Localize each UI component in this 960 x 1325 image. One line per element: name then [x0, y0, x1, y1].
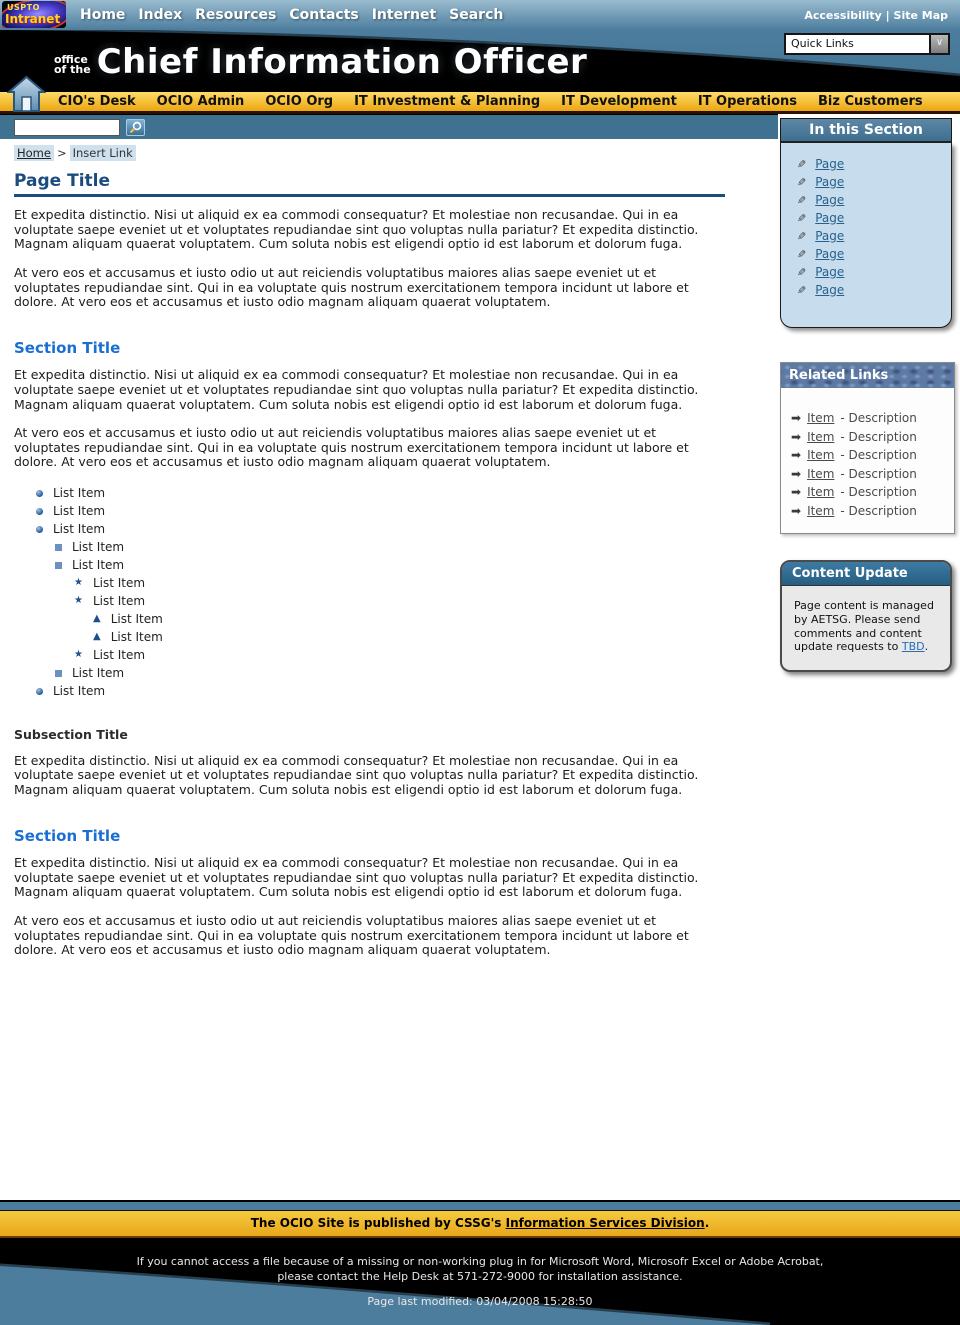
right-arrow-icon: ➡ [791, 411, 802, 426]
list-item: List Item [14, 682, 725, 700]
right-arrow-icon: ➡ [791, 466, 802, 481]
list-item: ★ List Item [74, 576, 146, 591]
section-page-link[interactable]: Page [815, 229, 845, 243]
page-banner-title: Chief Information Officer [96, 42, 588, 82]
home-icon[interactable] [7, 75, 46, 113]
title-rule [14, 194, 725, 197]
in-this-section-panel [780, 118, 952, 328]
page-edit-icon: ✎ [797, 229, 807, 243]
content-update-header: Content Update [782, 562, 950, 586]
related-item-link[interactable]: Item [807, 485, 835, 500]
published-text: The OCIO Site is published by CSSG's [250, 1216, 506, 1230]
list-item: List Item [14, 538, 725, 556]
page-edit-icon: ✎ [797, 157, 807, 171]
footer-line-2: please contact the Help Desk at 571-272-9000 for installation assistance. [277, 1270, 683, 1283]
star-bullet-icon: ★ [74, 577, 83, 589]
footer-help-text [0, 1238, 960, 1308]
intro-paragraph-2: At vero eos et accusamus et iusto odio ut aut reiciendis voluptatibus maiores alias saepe eveniet ut et voluptates repudiandae sint. Qui in ea voluptate quis nostrum exercitationem tempora incidunt ut labore et dolore. At vero eos et accusamus et iusto odio magnam aliquam quaerat voluptatem. [14, 264, 689, 310]
search-input[interactable] [14, 119, 120, 136]
related-item-description: - Description [840, 503, 917, 518]
logo-text-uspto: USPTO [7, 3, 40, 12]
magnifier-icon [129, 121, 142, 134]
footer-blue-strip [0, 1200, 960, 1211]
circle-bullet-icon [36, 688, 43, 695]
uspto-intranet-logo[interactable] [2, 1, 66, 28]
footer-published-bar [0, 1211, 960, 1238]
section-page-row [797, 155, 951, 173]
topnav-search[interactable]: Search [449, 7, 504, 23]
search-submit-button[interactable] [126, 119, 145, 136]
footer-line-1: If you cannot access a file because of a missing or non-working plug in for Microsoft Word, Microsofr Excel or Adobe Acrobat, [136, 1255, 824, 1268]
section1-paragraph-1: Et expedita distinctio. Nisi ut aliquid ex ea commodi consequatur? Et molestiae non recusandae. Qui in ea voluptate saepe eveniet ut et voluptates repudiandae sint quo voluptas nulla pariatur? Et expedita distinctio. Magnam aliquam quaerat voluptatem. Cum soluta nobis est eligendi optio id est laborum et dolorum fuga. [14, 367, 699, 412]
related-item-description: - Description [840, 429, 917, 444]
nested-list [14, 484, 725, 700]
tbd-link[interactable]: TBD [901, 640, 925, 654]
breadcrumb-home-link[interactable]: Home [14, 145, 54, 161]
list-item: ★ List Item [74, 648, 146, 663]
list-item: List Item [14, 502, 725, 520]
triangle-bullet-icon: ▲ [93, 631, 101, 643]
top-bar [0, 0, 960, 30]
related-item-link[interactable]: Item [807, 503, 835, 518]
list-item: ▲ List Item [93, 630, 163, 645]
content-column [14, 208, 725, 958]
topnav-home[interactable]: Home [80, 7, 126, 23]
section-navigation [0, 92, 960, 114]
site-title [54, 42, 587, 82]
section-page-link[interactable]: Page [815, 283, 845, 297]
published-period: . [704, 1216, 710, 1230]
nav-cios-desk[interactable]: CIO's Desk [58, 94, 136, 109]
list-item: List Item [14, 484, 725, 502]
section-page-link[interactable]: Page [815, 265, 845, 279]
related-item-link[interactable]: Item [807, 466, 835, 481]
list-item: ▲ List Item [93, 612, 163, 627]
content-update-panel [780, 560, 952, 672]
section2-paragraph-1: Et expedita distinctio. Nisi ut aliquid ex ea commodi consequatur? Et molestiae non recusandae. Qui in ea voluptate saepe eveniet ut et voluptates repudiandae sint quo voluptas nulla pariatur? Et expedita distinctio. Magnam aliquam quaerat voluptatem. Cum soluta nobis est eligendi optio id est laborum et dolorum fuga. [14, 855, 699, 900]
related-links-panel [780, 362, 955, 534]
section-page-row [797, 263, 951, 281]
related-link-row [791, 428, 954, 447]
topnav-internet[interactable]: Internet [371, 7, 437, 23]
section-page-row [797, 173, 951, 191]
intro-paragraph-1: Et expedita distinctio. Nisi ut aliquid ex ea commodi consequatur? Et molestiae non recusandae. Qui in ea voluptate saepe eveniet ut et voluptates repudiandae sint quo voluptas nulla pariatur? Et expedita distinctio. Magnam aliquam quaerat voluptatem. Cum soluta nobis est eligendi optio id est laborum et dolorum fuga. [14, 207, 699, 252]
related-item-link[interactable]: Item [807, 448, 835, 463]
quick-links-dropdown[interactable] [784, 33, 950, 55]
right-arrow-icon: ➡ [791, 485, 802, 500]
office-of-the-label: office of the [54, 53, 91, 76]
nav-it-investment-planning[interactable]: IT Investment & Planning [354, 94, 541, 109]
related-item-description: - Description [840, 466, 917, 481]
topnav-resources[interactable]: Resources [195, 7, 277, 23]
search-bar [0, 114, 778, 139]
related-link-row [791, 502, 954, 521]
related-links-header: Related Links [781, 363, 954, 388]
list-item: List Item [14, 664, 725, 682]
star-bullet-icon: ★ [74, 595, 83, 607]
content-update-period: . [924, 640, 929, 654]
header-band [0, 30, 960, 92]
chevron-down-icon[interactable]: ∨ [929, 35, 948, 53]
accessibility-link[interactable]: Accessibility [804, 9, 882, 22]
related-item-description: - Description [840, 485, 917, 500]
topnav-contacts[interactable]: Contacts [289, 7, 359, 23]
related-item-link[interactable]: Item [807, 429, 835, 444]
section-title-2: Section Title [14, 826, 121, 845]
square-bullet-icon [55, 670, 62, 677]
page-edit-icon: ✎ [797, 175, 807, 189]
in-this-section-header: In this Section [780, 118, 952, 143]
nav-ocio-org[interactable]: OCIO Org [265, 94, 334, 109]
site-map-link[interactable]: Site Map [893, 9, 948, 22]
circle-bullet-icon [36, 526, 43, 533]
section-title-1: Section Title [14, 338, 121, 357]
section-page-link[interactable]: Page [815, 157, 845, 171]
related-link-row [791, 409, 954, 428]
section-page-row [797, 227, 951, 245]
topnav-index[interactable]: Index [138, 7, 183, 23]
square-bullet-icon [55, 562, 62, 569]
section-page-link[interactable]: Page [815, 247, 845, 261]
content-update-text: Page content is managed by AETSG. Please send comments and content update requests to [794, 599, 934, 654]
subsection-paragraph: Et expedita distinctio. Nisi ut aliquid ex ea commodi consequatur? Et molestiae non recusandae. Qui in ea voluptate saepe eveniet ut et voluptates repudiandae sint quo voluptas nulla pariatur? Et expedita distinctio. Magnam aliquam quaerat voluptatem. Cum soluta nobis est eligendi optio id est laborum et dolorum fuga. [14, 752, 699, 797]
list-item: List Item [14, 520, 725, 538]
section-page-link[interactable]: Page [815, 175, 845, 189]
section1-paragraph-2: At vero eos et accusamus et iusto odio ut aut reiciendis voluptatibus maiores alias saepe eveniet ut et voluptates repudiandae sint. Qui in ea voluptate quis nostrum exercitationem tempora incidunt ut labore et dolore. At vero eos et accusamus et iusto odio magnam aliquam quaerat voluptatem. [14, 425, 689, 470]
breadcrumb-separator: > [56, 146, 67, 160]
information-services-division-link[interactable]: Information Services Division [505, 1216, 705, 1230]
breadcrumb-current-page: Insert Link [70, 145, 136, 161]
section-page-link[interactable]: Page [815, 211, 845, 225]
logo-text-intranet: Intranet [5, 12, 61, 26]
related-link-row [791, 483, 954, 502]
page-edit-icon: ✎ [797, 193, 807, 207]
right-arrow-icon: ➡ [791, 503, 802, 518]
utility-links [804, 9, 948, 22]
subsection-title: Subsection Title [14, 727, 128, 743]
related-link-row [791, 446, 954, 465]
page-edit-icon: ✎ [797, 283, 807, 297]
related-link-row [791, 465, 954, 484]
list-item: List Item [14, 556, 725, 574]
nav-ocio-admin[interactable]: OCIO Admin [156, 94, 245, 109]
section-page-link[interactable]: Page [815, 193, 845, 207]
page-last-modified: Page last modified: 03/04/2008 15:28:50 [367, 1295, 593, 1308]
section-page-row [797, 209, 951, 227]
page-edit-icon: ✎ [797, 247, 807, 261]
section2-paragraph-2: At vero eos et accusamus et iusto odio ut aut reiciendis voluptatibus maiores alias saepe eveniet ut et voluptates repudiandae sint. Qui in ea voluptate quis nostrum exercitationem tempora incidunt ut labore et dolore. At vero eos et accusamus et iusto odio magnam aliquam quaerat voluptatem. [14, 912, 689, 958]
quick-links-selected-value: Quick Links [791, 37, 854, 50]
section-page-row [797, 191, 951, 209]
square-bullet-icon [55, 544, 62, 551]
page-edit-icon: ✎ [797, 211, 807, 225]
top-navigation [80, 0, 503, 30]
page-edit-icon: ✎ [797, 265, 807, 279]
footer-black-area [0, 1238, 960, 1325]
related-links-body [781, 388, 954, 533]
in-this-section-body [780, 143, 952, 328]
page-title: Page Title [14, 171, 110, 191]
circle-bullet-icon [36, 490, 43, 497]
section-page-row [797, 245, 951, 263]
nav-it-development[interactable]: IT Development [561, 94, 677, 109]
right-arrow-icon: ➡ [791, 448, 802, 463]
circle-bullet-icon [36, 508, 43, 515]
main-area [0, 114, 960, 1200]
related-item-description: - Description [840, 411, 917, 426]
related-item-link[interactable]: Item [807, 411, 835, 426]
nav-biz-customers[interactable]: Biz Customers [818, 94, 923, 109]
triangle-bullet-icon: ▲ [93, 613, 101, 625]
content-update-body [782, 586, 950, 670]
related-item-description: - Description [840, 448, 917, 463]
list-item: ★ List Item [74, 594, 146, 609]
section-page-row [797, 281, 951, 299]
utility-separator: | [881, 9, 894, 22]
nav-it-operations[interactable]: IT Operations [697, 94, 798, 109]
star-bullet-icon: ★ [74, 649, 83, 661]
right-arrow-icon: ➡ [791, 429, 802, 444]
